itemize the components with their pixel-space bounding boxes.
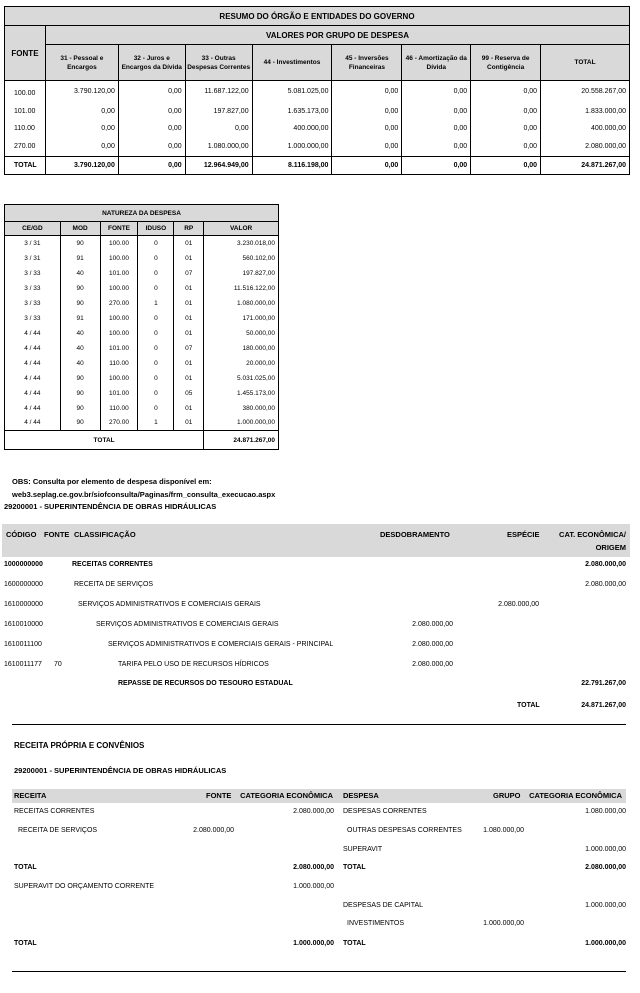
table-row — [5, 266, 279, 281]
desdobramento-cell: 2.080.000,00 — [412, 661, 453, 668]
total-row — [5, 431, 279, 450]
table-row — [5, 281, 279, 296]
value-cell: 0,00 — [332, 120, 402, 137]
value-cell: 2.080.000,00 — [541, 137, 630, 157]
rp-col-cat-rec: CATEGORIA ECONÔMICA — [240, 791, 333, 800]
table-row — [5, 356, 279, 371]
receita-label: TOTAL — [14, 864, 37, 871]
desc-cell: SERVIÇOS ADMINISTRATIVOS E COMERCIAIS GERAIS — [96, 621, 279, 628]
natureza-cell: 90 — [60, 281, 100, 296]
natureza-cell: 101.00 — [100, 266, 138, 281]
table-row — [5, 236, 279, 251]
natureza-cell: 05 — [174, 386, 204, 401]
list-item — [0, 846, 340, 857]
despesa-label: OUTRAS DESPESAS CORRENTES — [347, 827, 462, 834]
natureza-cell: 01 — [174, 371, 204, 386]
resumo-col-header: 99 - Reserva de Contigência — [471, 45, 541, 81]
value-cell: 0,00 — [402, 137, 471, 157]
value-cell: 0,00 — [45, 137, 118, 157]
receita-label: RECEITAS CORRENTES — [14, 808, 95, 815]
list-item — [0, 621, 640, 633]
despesa-cat: 1.000.000,00 — [585, 902, 626, 909]
natureza-cell: 0 — [138, 341, 174, 356]
natureza-cell: 4 / 44 — [5, 416, 61, 431]
col-codigo: CÓDIGO — [6, 530, 37, 539]
despesa-grupo: 1.080.000,00 — [483, 827, 524, 834]
desc-cell: RECEITA DE SERVIÇOS — [74, 581, 154, 588]
desdobramento-cell: 2.080.000,00 — [412, 641, 453, 648]
value-cell: 400.000,00 — [252, 120, 332, 137]
natureza-cell: 90 — [60, 296, 100, 311]
natureza-cell: 4 / 44 — [5, 386, 61, 401]
col-desdobramento: DESDOBRAMENTO — [380, 530, 450, 539]
value-cell: 0,00 — [332, 81, 402, 103]
list-item — [0, 883, 340, 894]
list-item — [340, 808, 640, 819]
natureza-cell: 0 — [138, 326, 174, 341]
total-row — [5, 157, 630, 175]
natureza-cell: 40 — [60, 266, 100, 281]
value-cell: 1.000.000,00 — [252, 137, 332, 157]
resumo-col-header: 31 - Pessoal e Encargos — [45, 45, 118, 81]
natureza-cell: 01 — [174, 416, 204, 431]
despesa-grupo: 1.000.000,00 — [483, 920, 524, 927]
list-item — [0, 581, 640, 593]
repasse-label: REPASSE DE RECURSOS DO TESOURO ESTADUAL — [118, 680, 293, 687]
cls-total-value: 24.871.267,00 — [581, 702, 626, 709]
value-cell: 1.833.000,00 — [541, 103, 630, 120]
table-row — [5, 386, 279, 401]
list-item — [340, 827, 640, 838]
table-row — [5, 371, 279, 386]
natureza-cell: 100.00 — [100, 251, 138, 266]
natureza-cell: 90 — [60, 386, 100, 401]
natureza-cell: 3.230.018,00 — [204, 236, 279, 251]
cat-cell: 2.080.000,00 — [585, 581, 626, 588]
value-cell: 0,00 — [45, 103, 118, 120]
natureza-cell: 560.102,00 — [204, 251, 279, 266]
natureza-cell: 380.000,00 — [204, 401, 279, 416]
rp-col-grupo: GRUPO — [493, 791, 521, 800]
resumo-col-header: TOTAL — [541, 45, 630, 81]
value-cell: 0,00 — [332, 103, 402, 120]
receita-cat: 1.000.000,00 — [293, 883, 334, 890]
natureza-cell: 07 — [174, 341, 204, 356]
receita-propria-header — [12, 789, 626, 803]
natureza-cell: 101.00 — [100, 386, 138, 401]
natureza-cell: 40 — [60, 356, 100, 371]
natureza-cell: 100.00 — [100, 236, 138, 251]
list-item — [0, 864, 340, 875]
value-cell: 197.827,00 — [185, 103, 252, 120]
total-cell: 0,00 — [332, 157, 402, 175]
despesa-label: INVESTIMENTOS — [347, 920, 405, 927]
natureza-cell: 3 / 33 — [5, 266, 61, 281]
entity-title: 29200001 - SUPERINTENDÊNCIA DE OBRAS HIDRÁULICAS — [4, 502, 217, 511]
table-row — [5, 296, 279, 311]
natureza-cell: 01 — [174, 236, 204, 251]
rp-total-left-label: TOTAL — [14, 940, 37, 947]
natureza-cell: 40 — [60, 326, 100, 341]
value-cell: 400.000,00 — [541, 120, 630, 137]
value-cell: 3.790.120,00 — [45, 81, 118, 103]
receita-cat: 2.080.000,00 — [293, 864, 334, 871]
value-cell: 0,00 — [471, 120, 541, 137]
rp-col-fonte: FONTE — [206, 791, 232, 800]
table-row — [5, 341, 279, 356]
list-item — [340, 902, 640, 913]
table-row — [5, 416, 279, 431]
rp-total-left-value: 1.000.000,00 — [293, 940, 334, 947]
natureza-cell: 0 — [138, 311, 174, 326]
value-cell: 0,00 — [45, 120, 118, 137]
value-cell: 0,00 — [471, 103, 541, 120]
natureza-cell: 07 — [174, 266, 204, 281]
resumo-col-header: 45 - Inversões Financeiras — [332, 45, 402, 81]
list-item — [0, 641, 640, 653]
codigo-cell: 1610010000 — [4, 621, 43, 628]
fonte-cell: 110.00 — [5, 120, 46, 137]
natureza-cell: 4 / 44 — [5, 401, 61, 416]
natureza-cell: 01 — [174, 311, 204, 326]
table-row — [5, 251, 279, 266]
col-cat-1: CAT. ECONÔMICA/ — [559, 530, 626, 539]
natureza-cell: 01 — [174, 281, 204, 296]
codigo-cell: 1610011100 — [4, 641, 42, 648]
natureza-col-header: MOD — [60, 222, 100, 236]
desc-cell: SERVIÇOS ADMINISTRATIVOS E COMERCIAIS GERAIS - PRINCIPAL — [108, 641, 334, 648]
rp-total-right-value: 1.000.000,00 — [585, 940, 626, 947]
total-cell: 3.790.120,00 — [45, 157, 118, 175]
natureza-cell: 100.00 — [100, 281, 138, 296]
classificacao-header — [2, 524, 630, 557]
natureza-cell: 0 — [138, 281, 174, 296]
resumo-table — [4, 6, 630, 175]
table-row — [5, 326, 279, 341]
codigo-cell: 1600000000 — [4, 581, 43, 588]
fonte-cell: 100.00 — [5, 81, 46, 103]
natureza-cell: 197.827,00 — [204, 266, 279, 281]
natureza-cell: 90 — [60, 371, 100, 386]
natureza-cell: 3 / 33 — [5, 296, 61, 311]
natureza-total-value: 24.871.267,00 — [204, 431, 279, 450]
fonte-cell: 101.00 — [5, 103, 46, 120]
natureza-cell: 01 — [174, 296, 204, 311]
natureza-cell: 01 — [174, 251, 204, 266]
value-cell: 1.635.173,00 — [252, 103, 332, 120]
desc-cell: TARIFA PELO USO DE RECURSOS HÍDRICOS — [118, 661, 269, 668]
natureza-cell: 01 — [174, 356, 204, 371]
cat-cell: 2.080.000,00 — [585, 561, 626, 568]
value-cell: 0,00 — [471, 81, 541, 103]
list-item — [340, 883, 640, 894]
table-row — [5, 120, 630, 137]
resumo-col-header: 46 - Amortização da Dívida — [402, 45, 471, 81]
rp-col-cat-desp: CATEGORIA ECONÔMICA — [529, 791, 622, 800]
resumo-col-header: 33 - Outras Despesas Correntes — [185, 45, 252, 81]
natureza-table — [4, 204, 279, 450]
natureza-cell: 0 — [138, 266, 174, 281]
despesa-label: DESPESAS DE CAPITAL — [343, 902, 424, 909]
value-cell: 5.081.025,00 — [252, 81, 332, 103]
fonte-cell: 270.00 — [5, 137, 46, 157]
despesa-label: SUPERAVIT — [343, 846, 383, 853]
natureza-total-label: TOTAL — [5, 431, 204, 450]
codigo-cell: 1610000000 — [4, 601, 43, 608]
natureza-cell: 110.00 — [100, 401, 138, 416]
rp-col-despesa: DESPESA — [343, 791, 379, 800]
table-row — [5, 81, 630, 103]
natureza-cell: 0 — [138, 236, 174, 251]
natureza-cell: 50.000,00 — [204, 326, 279, 341]
natureza-cell: 1.455.173,00 — [204, 386, 279, 401]
natureza-cell: 0 — [138, 386, 174, 401]
list-item — [0, 808, 340, 819]
resumo-title: RESUMO DO ÓRGÃO E ENTIDADES DO GOVERNO — [5, 7, 630, 26]
total-cell: 12.964.949,00 — [185, 157, 252, 175]
list-item — [0, 601, 640, 613]
value-cell: 0,00 — [118, 81, 185, 103]
natureza-col-header: RP — [174, 222, 204, 236]
col-fonte: FONTE — [44, 530, 70, 539]
value-cell: 20.558.267,00 — [541, 81, 630, 103]
desdobramento-cell: 2.080.000,00 — [412, 621, 453, 628]
natureza-cell: 3 / 33 — [5, 281, 61, 296]
natureza-cell: 4 / 44 — [5, 371, 61, 386]
value-cell: 0,00 — [118, 120, 185, 137]
natureza-cell: 1 — [138, 416, 174, 431]
natureza-cell: 101.00 — [100, 341, 138, 356]
value-cell: 0,00 — [471, 137, 541, 157]
receita-cat: 2.080.000,00 — [293, 808, 334, 815]
cls-total-label: TOTAL — [517, 702, 540, 709]
list-item — [0, 661, 640, 673]
natureza-cell: 5.031.025,00 — [204, 371, 279, 386]
natureza-cell: 1 — [138, 296, 174, 311]
natureza-cell: 1.000.000,00 — [204, 416, 279, 431]
natureza-cell: 3 / 31 — [5, 251, 61, 266]
natureza-cell: 4 / 44 — [5, 326, 61, 341]
receita-label: SUPERAVIT DO ORÇAMENTO CORRENTE — [14, 883, 155, 890]
value-cell: 0,00 — [402, 103, 471, 120]
table-row — [5, 311, 279, 326]
value-cell: 0,00 — [332, 137, 402, 157]
natureza-cell: 0 — [138, 356, 174, 371]
codigo-cell: 1610011177 — [4, 661, 42, 668]
fonte-cell: 70 — [54, 661, 62, 668]
col-classificacao: CLASSIFICAÇÃO — [74, 530, 136, 539]
natureza-col-header: FONTE — [100, 222, 138, 236]
table-row — [5, 137, 630, 157]
value-cell: 0,00 — [118, 137, 185, 157]
resumo-col-header: 44 - Investimentos — [252, 45, 332, 81]
natureza-cell: 171.000,00 — [204, 311, 279, 326]
natureza-cell: 100.00 — [100, 311, 138, 326]
receita-fonte: 2.080.000,00 — [193, 827, 234, 834]
despesa-cat: 2.080.000,00 — [585, 864, 626, 871]
value-cell: 1.080.000,00 — [185, 137, 252, 157]
desc-cell: RECEITAS CORRENTES — [72, 561, 153, 568]
total-cell: 0,00 — [118, 157, 185, 175]
natureza-cell: 90 — [60, 416, 100, 431]
value-cell: 0,00 — [185, 120, 252, 137]
list-item — [0, 827, 340, 838]
obs-url: web3.seplag.ce.gov.br/siofconsulta/Paginas/frm_consulta_execucao.aspx — [12, 490, 276, 499]
despesa-cat: 1.000.000,00 — [585, 846, 626, 853]
natureza-cell: 4 / 44 — [5, 356, 61, 371]
total-cell: 0,00 — [471, 157, 541, 175]
resumo-col-header: 32 - Juros e Encargos da Dívida — [118, 45, 185, 81]
receita-propria-title: RECEITA PRÓPRIA E CONVÊNIOS — [14, 741, 145, 750]
despesa-cat: 1.080.000,00 — [585, 808, 626, 815]
value-cell: 0,00 — [118, 103, 185, 120]
receita-propria-entity: 29200001 - SUPERINTENDÊNCIA DE OBRAS HIDRÁULICAS — [14, 766, 227, 775]
desc-cell: SERVIÇOS ADMINISTRATIVOS E COMERCIAIS GERAIS — [78, 601, 261, 608]
total-label: TOTAL — [5, 157, 46, 175]
list-item — [340, 846, 640, 857]
natureza-cell: 1.080.000,00 — [204, 296, 279, 311]
total-cell: 8.116.198,00 — [252, 157, 332, 175]
natureza-cell: 3 / 31 — [5, 236, 61, 251]
col-cat-2: ORIGEM — [595, 543, 626, 552]
natureza-cell: 0 — [138, 401, 174, 416]
natureza-cell: 0 — [138, 371, 174, 386]
natureza-cell: 100.00 — [100, 326, 138, 341]
list-item — [340, 920, 640, 931]
natureza-cell: 0 — [138, 251, 174, 266]
natureza-cell: 20.000,00 — [204, 356, 279, 371]
natureza-cell: 270.00 — [100, 296, 138, 311]
resumo-subtitle: VALORES POR GRUPO DE DESPESA — [45, 26, 629, 45]
natureza-cell: 100.00 — [100, 371, 138, 386]
natureza-cell: 40 — [60, 341, 100, 356]
despesa-label: DESPESAS CORRENTES — [343, 808, 427, 815]
table-row — [5, 103, 630, 120]
fonte-header: FONTE — [5, 26, 46, 81]
table-row — [5, 401, 279, 416]
value-cell: 0,00 — [402, 81, 471, 103]
natureza-cell: 3 / 33 — [5, 311, 61, 326]
list-item — [0, 561, 640, 573]
repasse-value: 22.791.267,00 — [581, 680, 626, 687]
natureza-cell: 4 / 44 — [5, 341, 61, 356]
especie-cell: 2.080.000,00 — [498, 601, 539, 608]
natureza-cell: 01 — [174, 326, 204, 341]
natureza-cell: 91 — [60, 311, 100, 326]
value-cell: 11.687.122,00 — [185, 81, 252, 103]
despesa-label: TOTAL — [343, 864, 366, 871]
obs-note — [12, 475, 275, 501]
list-item — [340, 864, 640, 875]
natureza-cell: 91 — [60, 251, 100, 266]
rp-col-receita: RECEITA — [14, 791, 47, 800]
total-cell: 0,00 — [402, 157, 471, 175]
codigo-cell: 1000000000 — [4, 561, 43, 568]
bottom-divider — [12, 971, 626, 972]
natureza-cell: 110.00 — [100, 356, 138, 371]
total-cell: 24.871.267,00 — [541, 157, 630, 175]
receita-label: RECEITA DE SERVIÇOS — [18, 827, 98, 834]
natureza-title: NATUREZA DA DESPESA — [5, 205, 279, 222]
natureza-cell: 270.00 — [100, 416, 138, 431]
natureza-col-header: IDUSO — [138, 222, 174, 236]
natureza-cell: 90 — [60, 401, 100, 416]
natureza-cell: 11.516.122,00 — [204, 281, 279, 296]
rp-total-right-label: TOTAL — [343, 940, 366, 947]
col-especie: ESPÉCIE — [507, 530, 540, 539]
natureza-cell: 180.000,00 — [204, 341, 279, 356]
obs-line-1: OBS: Consulta por elemento de despesa disponível em: — [12, 477, 212, 486]
natureza-cell: 01 — [174, 401, 204, 416]
value-cell: 0,00 — [402, 120, 471, 137]
natureza-cell: 90 — [60, 236, 100, 251]
natureza-col-header: CE/GD — [5, 222, 61, 236]
divider — [12, 724, 626, 725]
natureza-col-header: VALOR — [204, 222, 279, 236]
